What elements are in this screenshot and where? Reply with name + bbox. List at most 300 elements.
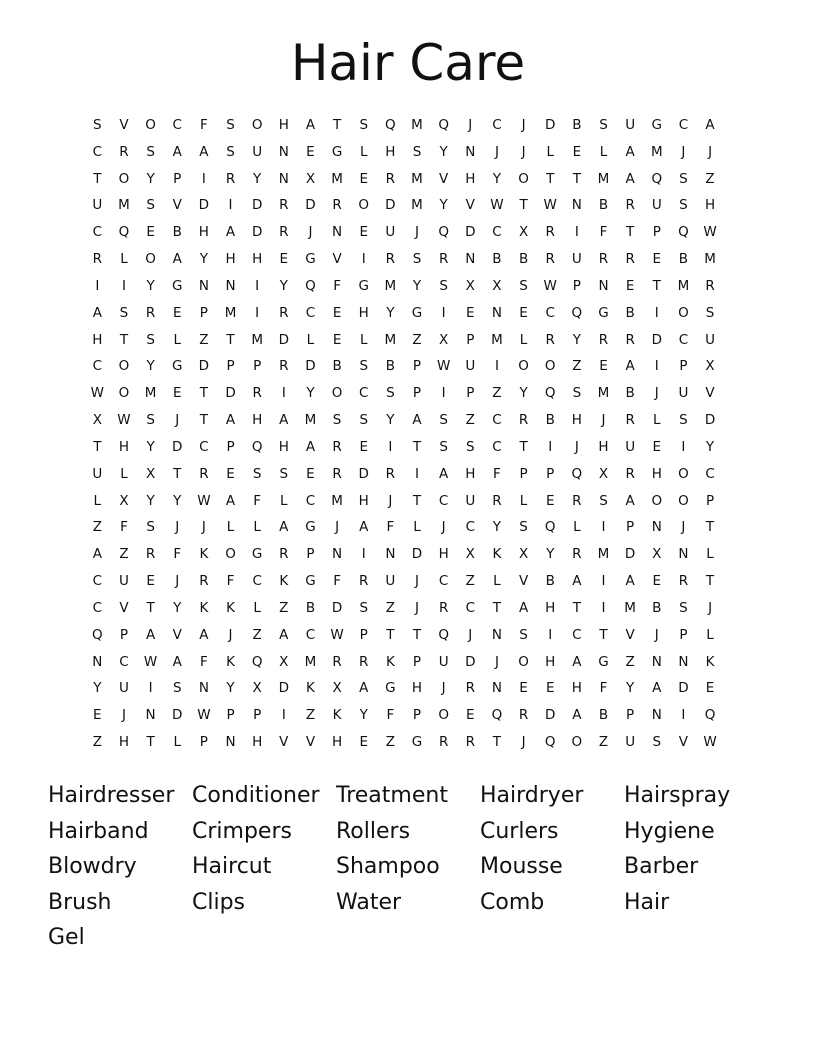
grid-letter: F bbox=[599, 680, 608, 697]
grid-letter: L bbox=[226, 519, 235, 536]
grid-letter: G bbox=[172, 277, 183, 294]
grid-letter: C bbox=[92, 358, 103, 375]
grid-letter: D bbox=[624, 546, 636, 563]
grid-letter: D bbox=[278, 680, 289, 697]
grid-letter: R bbox=[332, 653, 342, 670]
grid-letter: R bbox=[145, 304, 156, 321]
grid-letter: N bbox=[332, 224, 343, 241]
grid-letter: I bbox=[281, 707, 286, 724]
word-list-item: Water bbox=[336, 889, 402, 915]
grid-letter: S bbox=[412, 143, 422, 160]
grid-letter: I bbox=[255, 277, 260, 294]
grid-letter: G bbox=[411, 304, 423, 321]
grid-letter: K bbox=[226, 653, 235, 670]
grid-letter: H bbox=[225, 251, 236, 268]
grid-letter: D bbox=[198, 358, 210, 375]
grid-letter: Y bbox=[492, 170, 502, 187]
grid-letter: Q bbox=[651, 170, 663, 187]
grid-letter: H bbox=[571, 680, 582, 697]
grid-letter: M bbox=[597, 385, 610, 402]
grid-letter: S bbox=[439, 438, 448, 455]
grid-letter: U bbox=[92, 197, 103, 214]
grid-letter: A bbox=[172, 143, 182, 160]
grid-letter: H bbox=[385, 143, 396, 160]
grid-letter: U bbox=[625, 734, 636, 751]
grid-letter: R bbox=[92, 251, 103, 268]
grid-letter: F bbox=[200, 117, 208, 133]
grid-letter: R bbox=[225, 170, 236, 187]
grid-letter: X bbox=[119, 492, 129, 509]
grid-letter: R bbox=[438, 734, 449, 751]
grid-letter: A bbox=[92, 546, 102, 563]
grid-letter: R bbox=[625, 197, 635, 214]
letter-grid bbox=[84, 112, 723, 756]
grid-letter: C bbox=[678, 117, 689, 133]
grid-letter: R bbox=[279, 224, 289, 241]
grid-letter: I bbox=[548, 438, 553, 455]
grid-letter: Z bbox=[385, 734, 395, 751]
grid-letter: Y bbox=[306, 385, 315, 402]
grid-letter: Z bbox=[385, 599, 395, 616]
grid-letter: S bbox=[146, 331, 155, 348]
grid-letter: I bbox=[255, 304, 260, 321]
grid-letter: S bbox=[439, 412, 448, 429]
grid-letter: W bbox=[490, 197, 504, 214]
grid-letter: R bbox=[145, 546, 156, 563]
grid-letter: I bbox=[548, 626, 553, 643]
grid-letter: A bbox=[625, 143, 635, 160]
grid-letter: Q bbox=[544, 734, 556, 751]
grid-letter: R bbox=[572, 492, 582, 509]
grid-letter: D bbox=[198, 197, 210, 214]
grid-letter: Q bbox=[118, 224, 130, 241]
grid-letter: K bbox=[306, 680, 315, 697]
grid-letter: Y bbox=[439, 197, 448, 214]
grid-letter: A bbox=[705, 117, 715, 133]
grid-letter: M bbox=[384, 277, 397, 294]
grid-letter: X bbox=[439, 331, 449, 348]
grid-letter: E bbox=[625, 277, 635, 294]
grid-letter: R bbox=[359, 653, 369, 670]
grid-letter: I bbox=[95, 277, 100, 294]
word-list-item: Shampoo bbox=[336, 854, 440, 880]
grid-letter: Y bbox=[146, 170, 155, 187]
grid-letter: Y bbox=[626, 680, 635, 697]
grid-letter: C bbox=[92, 599, 103, 616]
grid-letter: J bbox=[335, 519, 340, 536]
grid-letter: T bbox=[599, 626, 608, 643]
grid-letter: D bbox=[545, 117, 556, 133]
grid-letter: F bbox=[386, 707, 395, 724]
grid-letter: G bbox=[651, 117, 662, 133]
grid-letter: Z bbox=[199, 331, 209, 348]
grid-letter: S bbox=[359, 412, 369, 429]
grid-letter: S bbox=[599, 117, 608, 133]
grid-letter: T bbox=[492, 734, 502, 751]
grid-letter: N bbox=[278, 143, 289, 160]
grid-letter: R bbox=[279, 197, 289, 214]
grid-letter: Y bbox=[705, 438, 715, 455]
grid-letter: S bbox=[679, 599, 688, 616]
grid-letter: L bbox=[253, 519, 261, 536]
grid-letter: S bbox=[226, 117, 235, 133]
grid-letter: D bbox=[225, 385, 236, 402]
grid-letter: E bbox=[93, 707, 102, 724]
grid-letter: Y bbox=[572, 331, 581, 348]
grid-letter: C bbox=[492, 224, 502, 241]
grid-letter: S bbox=[705, 304, 715, 321]
grid-letter: P bbox=[173, 170, 182, 187]
grid-letter: U bbox=[625, 438, 636, 455]
grid-letter: S bbox=[412, 251, 422, 268]
grid-letter: Z bbox=[492, 385, 502, 402]
grid-letter: H bbox=[118, 438, 130, 455]
grid-letter: X bbox=[518, 546, 529, 563]
grid-letter: M bbox=[597, 546, 610, 563]
grid-letter: Y bbox=[226, 680, 235, 697]
grid-letter: R bbox=[332, 465, 342, 482]
grid-letter: L bbox=[359, 143, 368, 160]
grid-letter: W bbox=[543, 197, 557, 214]
grid-letter: V bbox=[465, 197, 475, 214]
grid-letter: T bbox=[546, 170, 555, 187]
grid-letter: F bbox=[599, 224, 608, 241]
grid-letter: S bbox=[359, 358, 369, 375]
grid-letter: J bbox=[521, 143, 526, 160]
grid-letter: J bbox=[654, 626, 659, 643]
grid-letter: E bbox=[652, 251, 662, 268]
grid-letter: C bbox=[92, 573, 103, 590]
grid-letter: K bbox=[226, 599, 235, 616]
grid-letter: V bbox=[119, 117, 129, 133]
word-list-item: Hair bbox=[624, 889, 670, 915]
grid-letter: H bbox=[571, 412, 582, 429]
grid-letter: T bbox=[519, 197, 528, 214]
grid-letter: B bbox=[492, 251, 502, 268]
grid-letter: I bbox=[415, 465, 419, 482]
grid-letter: Q bbox=[571, 465, 583, 482]
grid-letter: Q bbox=[305, 277, 316, 294]
grid-letter: J bbox=[228, 626, 233, 643]
grid-letter: L bbox=[493, 573, 501, 590]
grid-letter: R bbox=[545, 224, 555, 241]
grid-letter: Z bbox=[305, 707, 316, 724]
grid-letter: S bbox=[679, 412, 688, 429]
grid-letter: U bbox=[678, 385, 689, 402]
grid-letter: U bbox=[92, 465, 103, 482]
grid-letter: T bbox=[412, 492, 422, 509]
grid-letter: J bbox=[708, 599, 713, 616]
grid-letter: L bbox=[253, 599, 261, 616]
grid-letter: X bbox=[92, 412, 102, 429]
grid-letter: W bbox=[117, 412, 131, 429]
grid-letter: H bbox=[704, 197, 716, 214]
grid-letter: Y bbox=[146, 438, 155, 455]
grid-letter: J bbox=[574, 438, 579, 455]
grid-letter: H bbox=[198, 224, 209, 241]
word-list-item: Treatment bbox=[336, 783, 448, 808]
grid-letter: F bbox=[333, 573, 341, 590]
grid-letter: C bbox=[305, 626, 316, 643]
grid-letter: O bbox=[678, 465, 689, 482]
grid-letter: E bbox=[359, 170, 368, 187]
grid-letter: P bbox=[226, 438, 235, 455]
grid-letter: E bbox=[146, 224, 155, 241]
grid-letter: V bbox=[119, 599, 129, 616]
grid-letter: J bbox=[681, 143, 686, 160]
grid-letter: H bbox=[278, 438, 289, 455]
grid-letter: Y bbox=[253, 170, 262, 187]
grid-letter: S bbox=[519, 519, 528, 536]
grid-letter: W bbox=[436, 358, 451, 375]
grid-letter: H bbox=[358, 304, 369, 321]
grid-letter: B bbox=[305, 599, 316, 616]
grid-letter: O bbox=[678, 304, 689, 321]
grid-letter: T bbox=[226, 331, 235, 348]
grid-letter: I bbox=[228, 197, 233, 214]
grid-letter: O bbox=[251, 117, 263, 133]
grid-letter: J bbox=[468, 117, 473, 133]
grid-letter: Q bbox=[678, 224, 689, 241]
grid-letter: E bbox=[652, 438, 662, 455]
grid-letter: R bbox=[438, 251, 449, 268]
grid-letter: O bbox=[518, 170, 529, 187]
grid-letter: R bbox=[705, 277, 715, 294]
grid-letter: J bbox=[388, 492, 393, 509]
word-list-item: Comb bbox=[480, 889, 545, 915]
grid-letter: G bbox=[385, 680, 396, 697]
grid-letter: C bbox=[438, 573, 449, 590]
grid-letter: R bbox=[492, 492, 502, 509]
page-title: Hair Care bbox=[290, 34, 526, 92]
grid-letter: I bbox=[601, 599, 606, 616]
word-list-item: Barber bbox=[624, 854, 699, 880]
grid-letter: S bbox=[252, 465, 262, 482]
grid-letter: J bbox=[415, 224, 419, 241]
grid-letter: B bbox=[625, 304, 635, 321]
grid-letter: L bbox=[519, 492, 528, 509]
grid-letter: L bbox=[706, 626, 714, 643]
grid-letter: S bbox=[679, 170, 688, 187]
word-list-item: Blowdry bbox=[48, 854, 137, 880]
grid-letter: X bbox=[465, 546, 475, 563]
grid-letter: T bbox=[146, 734, 155, 751]
grid-letter: X bbox=[305, 170, 316, 187]
grid-letter: J bbox=[601, 412, 606, 429]
grid-letter: D bbox=[278, 331, 289, 348]
grid-letter: R bbox=[279, 546, 289, 563]
grid-letter: R bbox=[625, 251, 635, 268]
grid-letter: E bbox=[279, 251, 289, 268]
grid-letter: A bbox=[225, 412, 236, 429]
grid-letter: C bbox=[305, 304, 316, 321]
word-list-item: Haircut bbox=[192, 854, 272, 880]
grid-letter: I bbox=[654, 304, 659, 321]
grid-letter: E bbox=[519, 680, 528, 697]
grid-letter: I bbox=[574, 224, 579, 241]
grid-letter: A bbox=[572, 653, 582, 670]
grid-letter: I bbox=[201, 170, 206, 187]
grid-letter: N bbox=[491, 304, 502, 321]
grid-letter: M bbox=[251, 331, 263, 348]
grid-letter: Z bbox=[598, 734, 609, 751]
grid-letter: I bbox=[441, 385, 446, 402]
grid-letter: J bbox=[201, 519, 206, 536]
grid-letter: R bbox=[119, 143, 129, 160]
grid-letter: P bbox=[306, 546, 315, 563]
grid-letter: G bbox=[305, 573, 316, 590]
grid-letter: Y bbox=[492, 519, 502, 536]
grid-letter: I bbox=[601, 573, 606, 590]
grid-letter: N bbox=[145, 707, 156, 724]
grid-letter: B bbox=[598, 197, 609, 214]
grid-letter: T bbox=[199, 385, 208, 402]
grid-letter: F bbox=[226, 573, 235, 590]
grid-letter: N bbox=[651, 707, 662, 724]
grid-letter: E bbox=[519, 304, 528, 321]
grid-letter: N bbox=[198, 277, 209, 294]
grid-letter: R bbox=[545, 331, 555, 348]
grid-letter: Q bbox=[438, 117, 449, 133]
grid-letter: T bbox=[146, 599, 155, 616]
grid-letter: Y bbox=[199, 251, 208, 268]
grid-letter: O bbox=[118, 170, 130, 187]
grid-letter: M bbox=[384, 331, 397, 348]
grid-letter: A bbox=[172, 653, 182, 670]
grid-letter: I bbox=[441, 304, 446, 321]
grid-letter: Z bbox=[625, 653, 635, 670]
grid-letter: C bbox=[438, 492, 449, 509]
grid-letter: C bbox=[359, 385, 369, 402]
grid-letter: A bbox=[199, 626, 209, 643]
grid-letter: C bbox=[572, 626, 582, 643]
grid-letter: Z bbox=[252, 626, 262, 643]
grid-letter: Z bbox=[92, 519, 102, 536]
grid-letter: P bbox=[359, 626, 368, 643]
grid-letter: U bbox=[465, 492, 476, 509]
grid-letter: M bbox=[677, 277, 690, 294]
word-list-item: Hairband bbox=[48, 818, 149, 844]
grid-letter: Y bbox=[279, 277, 288, 294]
grid-letter: R bbox=[545, 251, 555, 268]
grid-letter: L bbox=[120, 465, 128, 482]
grid-letter: F bbox=[120, 519, 128, 536]
grid-letter: T bbox=[652, 277, 661, 294]
grid-letter: R bbox=[465, 680, 475, 697]
grid-letter: N bbox=[571, 197, 582, 214]
grid-letter: D bbox=[385, 197, 396, 214]
grid-letter: C bbox=[172, 117, 182, 133]
grid-letter: R bbox=[359, 573, 369, 590]
grid-letter: X bbox=[145, 465, 156, 482]
grid-letter: A bbox=[225, 492, 236, 509]
grid-letter: J bbox=[415, 599, 419, 616]
grid-letter: S bbox=[359, 117, 369, 133]
grid-letter: N bbox=[278, 170, 289, 187]
grid-letter: L bbox=[359, 331, 368, 348]
word-list-item: Hygiene bbox=[624, 818, 715, 844]
grid-letter: W bbox=[703, 734, 717, 751]
grid-letter: V bbox=[172, 626, 182, 643]
grid-letter: P bbox=[199, 304, 208, 321]
grid-letter: X bbox=[518, 224, 529, 241]
grid-letter: I bbox=[121, 277, 126, 294]
grid-letter: Y bbox=[146, 358, 155, 375]
grid-letter: M bbox=[411, 117, 423, 133]
grid-letter: C bbox=[545, 304, 555, 321]
grid-letter: B bbox=[545, 573, 555, 590]
grid-letter: V bbox=[279, 734, 289, 751]
grid-letter: L bbox=[306, 331, 315, 348]
grid-letter: J bbox=[121, 707, 126, 724]
grid-letter: M bbox=[331, 170, 343, 187]
grid-letter: A bbox=[518, 599, 529, 616]
grid-letter: I bbox=[494, 358, 499, 375]
grid-letter: E bbox=[545, 680, 555, 697]
grid-letter: J bbox=[175, 412, 180, 429]
grid-letter: R bbox=[279, 358, 289, 375]
grid-letter: V bbox=[705, 385, 715, 402]
grid-letter: R bbox=[332, 438, 342, 455]
grid-letter: Q bbox=[491, 707, 503, 724]
grid-letter: E bbox=[146, 573, 155, 590]
grid-letter: L bbox=[413, 519, 421, 536]
grid-letter: O bbox=[225, 546, 236, 563]
grid-letter: R bbox=[625, 412, 635, 429]
grid-letter: C bbox=[305, 492, 316, 509]
grid-letter: P bbox=[705, 492, 715, 509]
grid-letter: S bbox=[279, 465, 289, 482]
grid-letter: H bbox=[252, 412, 263, 429]
grid-letter: O bbox=[145, 251, 156, 268]
grid-letter: V bbox=[625, 626, 635, 643]
grid-letter: A bbox=[572, 707, 582, 724]
word-list bbox=[48, 778, 768, 956]
grid-letter: S bbox=[146, 519, 155, 536]
grid-letter: H bbox=[332, 734, 343, 751]
grid-letter: R bbox=[385, 170, 396, 187]
grid-letter: B bbox=[652, 599, 662, 616]
grid-letter: X bbox=[332, 680, 342, 697]
grid-letter: D bbox=[251, 197, 263, 214]
grid-letter: W bbox=[143, 653, 158, 670]
grid-letter: T bbox=[519, 438, 528, 455]
grid-letter: Y bbox=[359, 707, 368, 724]
grid-letter: W bbox=[330, 626, 344, 643]
grid-letter: R bbox=[678, 573, 689, 590]
grid-letter: S bbox=[679, 197, 688, 214]
grid-letter: T bbox=[626, 224, 635, 241]
grid-letter: Y bbox=[93, 680, 102, 697]
grid-letter: L bbox=[173, 734, 181, 751]
grid-letter: O bbox=[145, 117, 156, 133]
grid-letter: P bbox=[652, 224, 661, 241]
grid-letter: P bbox=[226, 707, 235, 724]
grid-letter: O bbox=[571, 734, 583, 751]
grid-letter: P bbox=[466, 331, 475, 348]
grid-letter: V bbox=[305, 734, 316, 751]
grid-letter: T bbox=[199, 412, 208, 429]
grid-letter: C bbox=[492, 438, 502, 455]
grid-letter: R bbox=[518, 707, 529, 724]
grid-letter: L bbox=[519, 331, 528, 348]
grid-letter: C bbox=[252, 573, 262, 590]
grid-letter: K bbox=[199, 599, 209, 616]
grid-letter: D bbox=[545, 707, 556, 724]
grid-letter: N bbox=[92, 653, 103, 670]
grid-letter: S bbox=[146, 412, 155, 429]
grid-letter: K bbox=[279, 573, 289, 590]
